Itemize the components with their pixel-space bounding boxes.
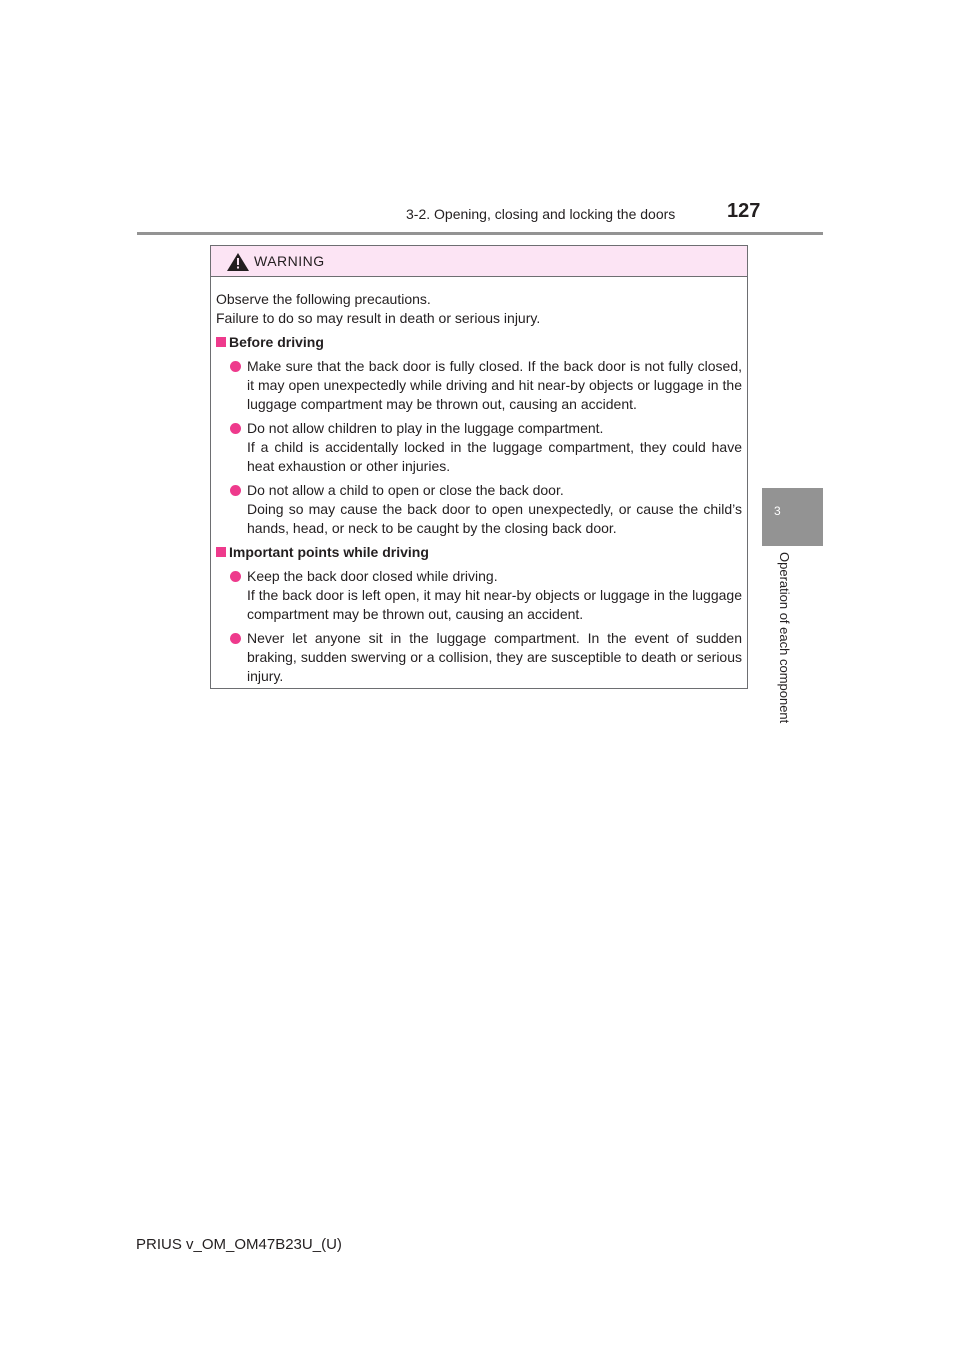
warning-title: WARNING <box>254 253 325 269</box>
square-bullet-icon <box>216 337 226 347</box>
section-heading-text: Important points while driving <box>229 544 429 560</box>
document-id: PRIUS v_OM_OM47B23U_(U) <box>136 1236 342 1253</box>
warning-box <box>210 245 748 689</box>
list-item <box>216 357 742 414</box>
list-item-text: Do not allow children to play in the luggage compartment. <box>247 420 604 436</box>
round-bullet-icon <box>230 485 241 496</box>
list-item-text: Do not allow a child to open or close the back door. <box>247 482 564 498</box>
list-item <box>216 419 742 476</box>
list-item-text: Keep the back door closed while driving. <box>247 568 498 584</box>
list-item-text: If the back door is left open, it may hit near-by objects or luggage in the luggage compartment may be thrown out, causing an accident. <box>247 587 742 622</box>
warning-intro-line: Failure to do so may result in death or serious injury. <box>216 310 541 326</box>
round-bullet-icon <box>230 361 241 372</box>
list-item <box>216 481 742 538</box>
list-item <box>216 629 742 686</box>
page-number: 127 <box>727 200 761 222</box>
round-bullet-icon <box>230 423 241 434</box>
round-bullet-icon <box>230 633 241 644</box>
round-bullet-icon <box>230 571 241 582</box>
section-heading <box>216 543 742 562</box>
list-item-text: If a child is accidentally locked in the luggage compartment, they could have heat exhaustion or other injuries. <box>247 439 742 474</box>
chapter-title: Operation of each component <box>777 552 792 724</box>
chapter-tab <box>762 488 823 546</box>
chapter-number: 3 <box>774 504 781 518</box>
list-item-text: Never let anyone sit in the luggage compartment. In the event of sudden braking, sudden swerving or a collision, they are susceptible to death or serious injury. <box>247 630 742 684</box>
list-item-text: Make sure that the back door is fully closed. If the back door is not fully closed, it may open unexpectedly while driving and hit near-by objects or luggage in the luggage compartment may be thrown out, causing an accident. <box>247 358 742 412</box>
warning-intro-line: Observe the following precautions. <box>216 291 431 307</box>
list-item-text: Doing so may cause the back door to open unexpectedly, or cause the child’s hands, head, or neck to be caught by the closing back door. <box>247 501 742 536</box>
square-bullet-icon <box>216 547 226 557</box>
warning-triangle-icon <box>227 253 249 271</box>
warning-body <box>211 277 747 686</box>
running-header-section: 3-2. Opening, closing and locking the doors <box>406 206 676 222</box>
list-item <box>216 567 742 624</box>
section-heading <box>216 333 742 352</box>
section-heading-text: Before driving <box>229 334 324 350</box>
warning-header <box>211 246 747 277</box>
header-divider <box>137 232 823 235</box>
